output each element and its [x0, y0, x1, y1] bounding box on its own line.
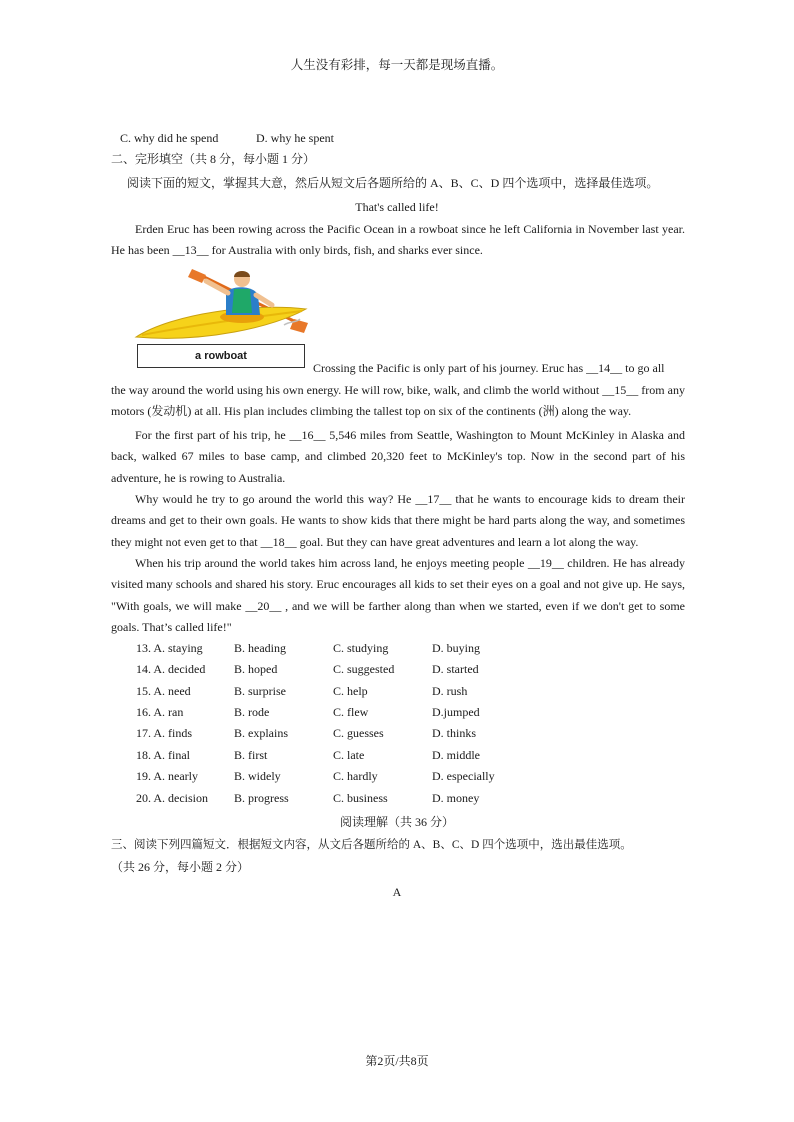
header-motto: 人生没有彩排，每一天都是现场直播。: [290, 58, 504, 72]
option-d: D. buying: [432, 641, 480, 655]
option-d: D. middle: [432, 748, 480, 762]
option-a: 14. A. decided: [136, 662, 206, 676]
option-b: B. first: [234, 748, 268, 762]
page-number: 第2页/共8页: [365, 1054, 429, 1068]
option-b: B. rode: [234, 705, 270, 719]
section2-title: 二、完形填空（共 8 分，每小题 1 分）: [111, 152, 316, 166]
option-d: D. started: [432, 662, 479, 676]
paragraph-2-first-line: Crossing the Pacific is only part of his journey. Eruc has __14__ to go all: [313, 361, 665, 375]
option-a: 13. A. staying: [136, 641, 203, 655]
paragraph-5: When his trip around the world takes him across land, he enjoys meeting people __19__ children. He has already visited many schools and shared his story. Eruc encourages all kids to set their eyes on a goal and not give up. He says, "With goals, we will make __20__ , and we will be farther along than when we started, even if we don't get to some goals. That’s called life!": [111, 556, 685, 635]
option-a: 18. A. final: [136, 748, 190, 762]
paragraph-1: Erden Eruc has been rowing across the Pacific Ocean in a rowboat since he left California in November last year. He has been __13__ for Australia with only birds, fish, and sharks ever since.: [111, 222, 685, 258]
paragraph-3: For the first part of his trip, he __16__ 5,546 miles from Seattle, Washington to Mount McKinley in Alaska and back, walked 67 miles to base camp, and climbed 20,320 feet to McKinley's top. Now in the second part of his adventure, he is rowing to Australia.: [111, 428, 685, 485]
option-a: 20. A. decision: [136, 791, 208, 805]
option-d: D. thinks: [432, 726, 477, 740]
option-a: 15. A. need: [136, 684, 191, 698]
option-c: C. business: [333, 791, 388, 805]
option-b: B. surprise: [234, 684, 286, 698]
option-d: D.jumped: [432, 705, 480, 719]
option-c: C. late: [333, 748, 365, 762]
option-d: D. especially: [432, 769, 495, 783]
prev-option-d: D. why he spent: [256, 131, 334, 145]
option-c: C. suggested: [333, 662, 395, 676]
prev-option-c: C. why did he spend: [120, 131, 219, 145]
option-c: C. studying: [333, 641, 389, 655]
passage-title: That's called life!: [355, 200, 439, 214]
section3-instruction-line2: （共 26 分，每小题 2 分）: [111, 860, 250, 874]
option-c: C. help: [333, 684, 368, 698]
option-a: 16. A. ran: [136, 705, 184, 719]
paragraph-2: the way around the world using his own energy. He will row, bike, walk, and climb the world without __15__ from any motors (发动机) at all. His plan includes climbing the tallest top on six of the continents (洲) along the way.: [111, 383, 685, 419]
option-c: C. guesses: [333, 726, 384, 740]
section2-instruction: 阅读下面的短文，掌握其大意，然后从短文后各题所给的 A、B、C、D 四个选项中，选择最佳选项。: [127, 176, 659, 190]
option-b: B. progress: [234, 791, 289, 805]
option-a: 19. A. nearly: [136, 769, 198, 783]
option-c: C. flew: [333, 705, 369, 719]
option-b: B. explains: [234, 726, 288, 740]
section3-instruction-line1: 三、阅读下列四篇短文．根据短文内容，从文后各题所给的 A、B、C、D 四个选项中，选出最佳选项。: [111, 839, 632, 851]
reading-heading: 阅读理解（共 36 分）: [339, 815, 454, 829]
option-b: B. widely: [234, 769, 281, 783]
passage-label: A: [392, 885, 402, 899]
paragraph-4: Why would he try to go around the world this way? He __17__ that he wants to encourage kids to dream their dreams and get to their own goals. He wants to show kids that there might be hard parts along the way, and sometimes they might not even get to that __18__ goal. But they can have great adventures and learn a lot along the way.: [111, 492, 685, 549]
rowboat-figure: [134, 263, 310, 373]
option-c: C. hardly: [333, 769, 378, 783]
option-d: D. money: [432, 791, 480, 805]
kayaker-illustration-icon: [134, 263, 310, 347]
figure-caption: a rowboat: [137, 344, 305, 368]
option-d: D. rush: [432, 684, 468, 698]
option-a: 17. A. finds: [136, 726, 193, 740]
option-b: B. heading: [234, 641, 286, 655]
option-b: B. hoped: [234, 662, 278, 676]
